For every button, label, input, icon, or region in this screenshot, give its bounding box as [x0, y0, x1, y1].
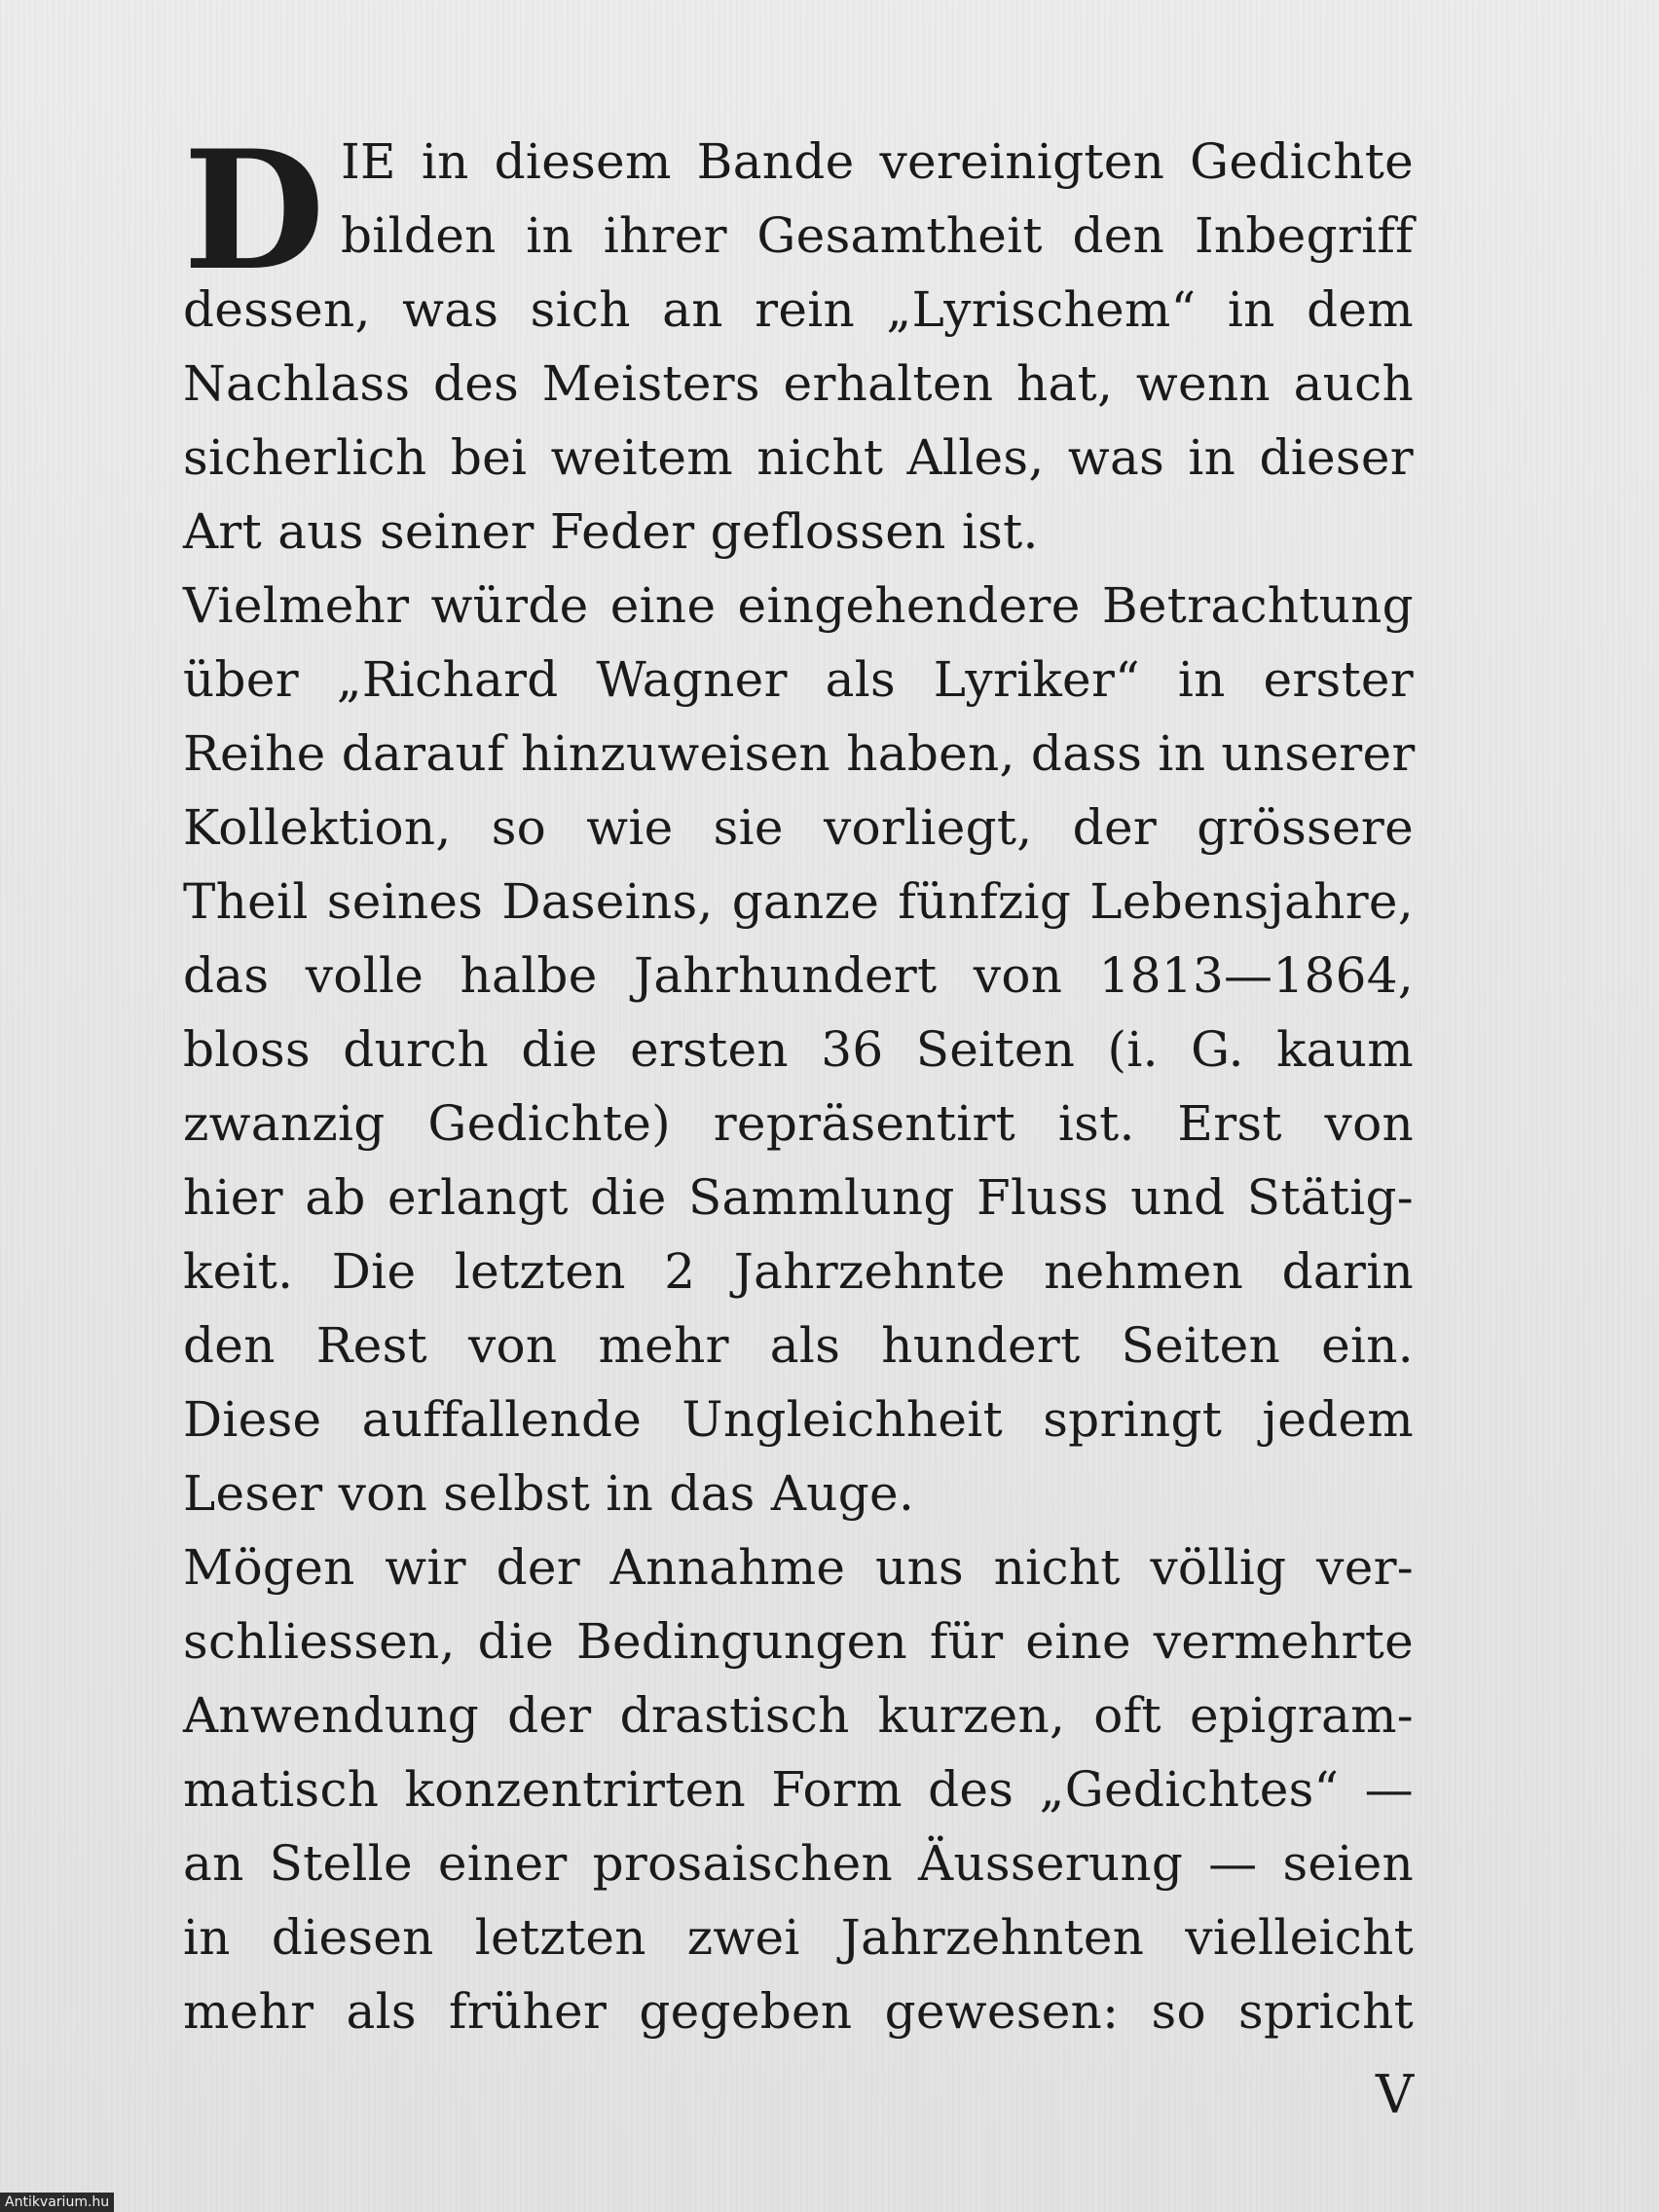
- text-line: Anwendung der drastisch kurzen, oft epigram-: [183, 1687, 1414, 1744]
- text-line: Nachlass des Meisters erhalten hat, wenn auch: [183, 355, 1414, 412]
- text-line: bloss durch die ersten 36 Seiten (i. G. kaum: [183, 1021, 1414, 1078]
- text-line: Theil seines Daseins, ganze fünfzig Lebensjahre,: [183, 873, 1414, 930]
- text-line: mehr als früher gegeben gewesen: so spricht: [183, 1983, 1414, 2040]
- text-line: Leser von selbst in das Auge.: [183, 1465, 915, 1522]
- page-number: V: [1376, 2064, 1414, 2125]
- text-line: schliessen, die Bedingungen für eine vermehrte: [183, 1613, 1414, 1670]
- text-line: zwanzig Gedichte) repräsentirt ist. Erst von: [183, 1095, 1414, 1152]
- text-line: bilden in ihrer Gesamtheit den Inbegriff: [341, 207, 1414, 264]
- opening-paragraph-start: [183, 114, 1414, 307]
- text-line: Art aus seiner Feder geflossen ist.: [183, 503, 1039, 560]
- text-line: sicherlich bei weitem nicht Alles, was in dieser: [183, 429, 1414, 486]
- text-line: Reihe darauf hinzuweisen haben, dass in unserer: [183, 725, 1416, 782]
- text-line: den Rest von mehr als hundert Seiten ein.: [183, 1317, 1414, 1374]
- text-line: Mögen wir der Annahme uns nicht völlig ver-: [183, 1539, 1414, 1596]
- text-line: Diese auffallende Ungleichheit springt jedem: [183, 1391, 1414, 1448]
- text-line: in diesen letzten zwei Jahrzehnten vielleicht: [183, 1909, 1414, 1966]
- text-line: Kollektion, so wie sie vorliegt, der grössere: [183, 799, 1414, 856]
- text-line: über „Richard Wagner als Lyriker“ in erster: [183, 651, 1414, 708]
- text-line: dessen, was sich an rein „Lyrischem“ in dem: [183, 281, 1414, 338]
- watermark: Antikvarium.hu: [0, 2193, 114, 2212]
- text-line: hier ab erlangt die Sammlung Fluss und Stätig-: [183, 1169, 1414, 1226]
- drop-cap: D: [183, 114, 325, 307]
- text-line: matisch konzentrirten Form des „Gedichtes“ —: [183, 1761, 1414, 1818]
- text-line: an Stelle einer prosaischen Äusserung — seien: [183, 1835, 1414, 1892]
- text-line: Vielmehr würde eine eingehendere Betrachtung: [183, 577, 1414, 634]
- text-line: keit. Die letzten 2 Jahrzehnte nehmen darin: [183, 1243, 1414, 1300]
- text-line: das volle halbe Jahrhundert von 1813—1864,: [183, 947, 1414, 1004]
- body-text: [183, 114, 1416, 2048]
- text-line: IE in diesem Bande vereinigten Gedichte: [341, 133, 1414, 190]
